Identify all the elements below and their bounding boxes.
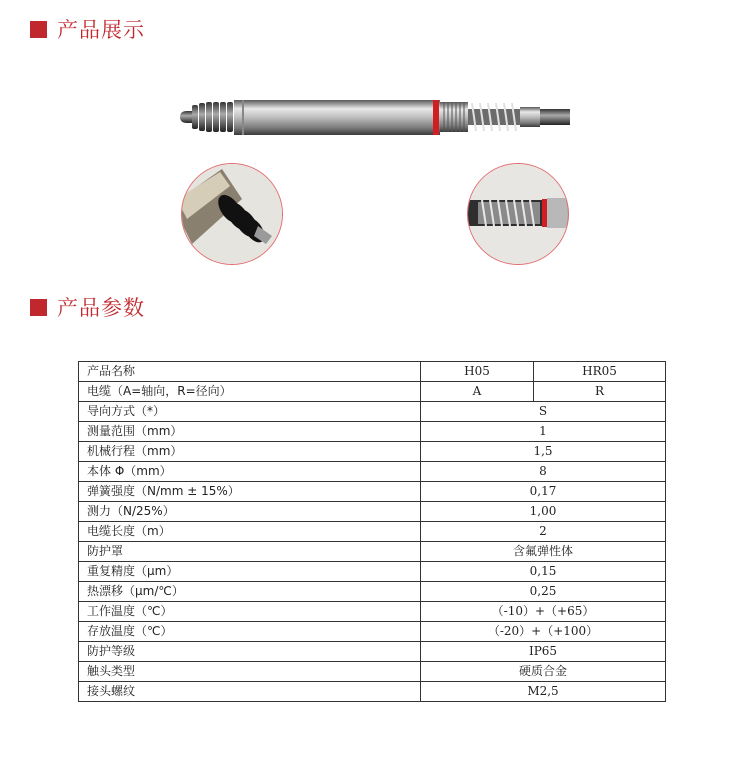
table-cell-value: 8 xyxy=(421,462,666,482)
table-cell-value: S xyxy=(421,402,666,422)
table-cell-label: 工作温度（℃） xyxy=(79,602,421,622)
table-cell-value: （-10）+（+65） xyxy=(421,602,666,622)
table-cell-label: 重复精度（μm） xyxy=(79,562,421,582)
table-cell-value: （-20）+（+100） xyxy=(421,622,666,642)
table-cell-label: 触头类型 xyxy=(79,662,421,682)
section-header-params xyxy=(30,292,145,322)
table-cell-value: M2,5 xyxy=(421,682,666,702)
table-cell-label: 电缆长度（m） xyxy=(79,522,421,542)
detail-spring-image xyxy=(467,163,569,265)
section-marker-icon xyxy=(30,21,47,38)
table-cell-label: 弹簧强度（N/mm ± 15%） xyxy=(79,482,421,502)
table-row xyxy=(79,662,666,682)
table-cell-value: 0,15 xyxy=(421,562,666,582)
table-row xyxy=(79,602,666,622)
table-cell-model-hr05: HR05 xyxy=(534,362,666,382)
detail-bellows-image xyxy=(181,163,283,265)
table-row xyxy=(79,502,666,522)
table-cell-label: 防护等级 xyxy=(79,642,421,662)
table-cell-value: 0,17 xyxy=(421,482,666,502)
table-cell-label: 机械行程（mm） xyxy=(79,442,421,462)
table-cell-value: A xyxy=(421,382,534,402)
table-cell-label: 电缆（A=轴向，R=径向） xyxy=(79,382,421,402)
spec-table xyxy=(78,361,666,702)
table-cell-label: 本体 Φ（mm） xyxy=(79,462,421,482)
table-cell-label: 接头螺纹 xyxy=(79,682,421,702)
table-cell-label: 防护罩 xyxy=(79,542,421,562)
table-cell-label: 测量范围（mm） xyxy=(79,422,421,442)
table-cell-value: 含氟弹性体 xyxy=(421,542,666,562)
section-title-params: 产品参数 xyxy=(57,296,145,320)
table-cell-value: 2 xyxy=(421,522,666,542)
section-header-display xyxy=(30,14,145,44)
table-row xyxy=(79,462,666,482)
table-row xyxy=(79,562,666,582)
table-row xyxy=(79,442,666,462)
table-row-cable xyxy=(79,382,666,402)
table-row xyxy=(79,622,666,642)
table-cell-value: 1,5 xyxy=(421,442,666,462)
table-row xyxy=(79,522,666,542)
table-row xyxy=(79,542,666,562)
table-cell-label: 导向方式（*） xyxy=(79,402,421,422)
table-cell-label: 产品名称 xyxy=(79,362,421,382)
product-probe-image xyxy=(178,94,572,140)
section-marker-icon xyxy=(30,299,47,316)
table-cell-value: R xyxy=(534,382,666,402)
table-row xyxy=(79,682,666,702)
table-cell-value: 硬质合金 xyxy=(421,662,666,682)
table-row xyxy=(79,642,666,662)
table-cell-value: 1,00 xyxy=(421,502,666,522)
table-cell-value: IP65 xyxy=(421,642,666,662)
section-title-display: 产品展示 xyxy=(57,18,145,42)
table-row-header xyxy=(79,362,666,382)
table-row xyxy=(79,422,666,442)
table-row xyxy=(79,482,666,502)
table-cell-value: 0,25 xyxy=(421,582,666,602)
table-cell-value: 1 xyxy=(421,422,666,442)
table-row xyxy=(79,582,666,602)
table-cell-model-h05: H05 xyxy=(421,362,534,382)
table-cell-label: 热漂移（μm/℃） xyxy=(79,582,421,602)
table-cell-label: 测力（N/25%） xyxy=(79,502,421,522)
table-cell-label: 存放温度（℃） xyxy=(79,622,421,642)
table-row xyxy=(79,402,666,422)
